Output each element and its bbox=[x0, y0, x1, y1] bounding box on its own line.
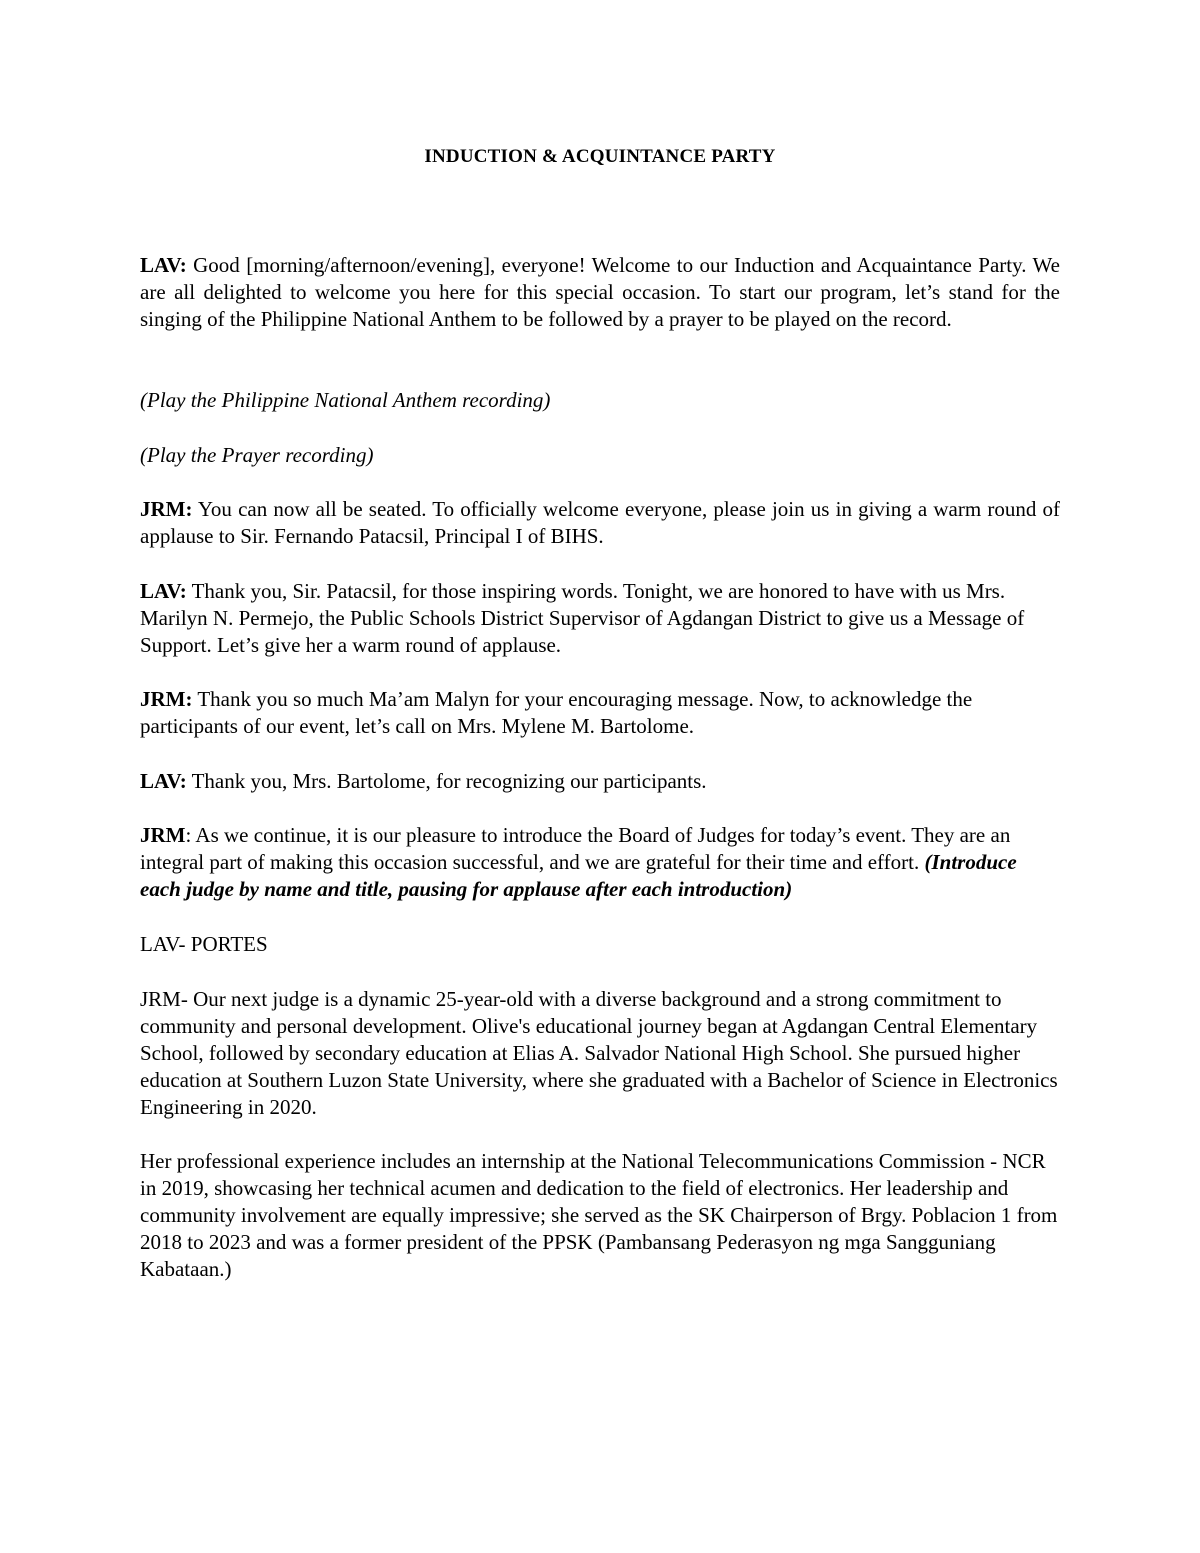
stage-direction-text: (Introduce each judge by name and title, pausing for applause after each introduction) bbox=[140, 850, 1017, 901]
speaker-label: JRM: bbox=[140, 497, 193, 521]
paragraph-judge-bio bbox=[140, 986, 1060, 1121]
stage-direction-prayer bbox=[140, 442, 1060, 469]
paragraph-text: Thank you, Sir. Patacsil, for those inspiring words. Tonight, we are honored to have with us Mrs. Marilyn N. Permejo, the Public Schools District Supervisor of Agdangan District to give us a Message of Support. Let’s give her a warm round of applause. bbox=[140, 579, 1025, 657]
stage-direction-text: (Play the Philippine National Anthem recording) bbox=[140, 388, 551, 412]
paragraph-text: Thank you so much Ma’am Malyn for your encouraging message. Now, to acknowledge the participants of our event, let’s call on Mrs. Mylene M. Bartolome. bbox=[140, 687, 973, 738]
paragraph-text: Good [morning/afternoon/evening], everyone! Welcome to our Induction and Acquaintance Party. We are all delighted to welcome you here for this special occasion. To start our program, let’s stand for the singing of the Philippine National Anthem to be followed by a prayer to be played on the record. bbox=[140, 253, 1060, 331]
stage-direction-anthem bbox=[140, 387, 1060, 414]
paragraph-text: You can now all be seated. To officially welcome everyone, please join us in giving a warm round of applause to Sir. Fernando Patacsil, Principal I of BIHS. bbox=[140, 497, 1060, 548]
paragraph-text: JRM- Our next judge is a dynamic 25-year-old with a diverse background and a strong commitment to community and personal development. Olive's educational journey began at Agdangan Central Elementary School, followed by secondary education at Elias A. Salvador National High School. She pursued higher education at Southern Luzon State University, where she graduated with a Bachelor of Science in Electronics Engineering in 2020. bbox=[140, 987, 1058, 1119]
speaker-label: LAV: bbox=[140, 579, 187, 603]
paragraph-text: : As we continue, it is our pleasure to introduce the Board of Judges for today’s event. They are an integral part of making this occasion successful, and we are grateful for their time and effort. bbox=[140, 823, 1011, 874]
paragraph-jrm-seated bbox=[140, 496, 1060, 550]
stage-direction-text: (Play the Prayer recording) bbox=[140, 443, 374, 467]
paragraph-judge-experience bbox=[140, 1148, 1060, 1283]
paragraph-jrm-judges bbox=[140, 822, 1060, 903]
document-title: INDUCTION & ACQUINTANCE PARTY bbox=[424, 146, 776, 167]
speaker-label: LAV: bbox=[140, 769, 187, 793]
paragraph-text: Thank you, Mrs. Bartolome, for recognizing our participants. bbox=[186, 769, 707, 793]
paragraph-text: LAV- PORTES bbox=[140, 932, 268, 956]
speaker-label: JRM: bbox=[140, 687, 193, 711]
paragraph-lav-thanks bbox=[140, 768, 1060, 795]
speaker-label: LAV: bbox=[140, 253, 187, 277]
speaker-label: JRM bbox=[140, 823, 186, 847]
paragraph-text: Her professional experience includes an internship at the National Telecommunications Commission - NCR in 2019, showcasing her technical acumen and dedication to the field of electronics. Her leadership and community involvement are equally impressive; she served as the SK Chairperson of Brgy. Poblacion 1 from 2018 to 2023 and was a former president of the PPSK (Pambansang Pederasyon ng mga Sangguniang Kabataan.) bbox=[140, 1149, 1058, 1281]
paragraph-lav-portes bbox=[140, 931, 1060, 958]
paragraph-jrm-participants bbox=[140, 686, 1060, 740]
paragraph-lav-message-support bbox=[140, 578, 1060, 659]
paragraph-lav-welcome bbox=[140, 252, 1060, 333]
